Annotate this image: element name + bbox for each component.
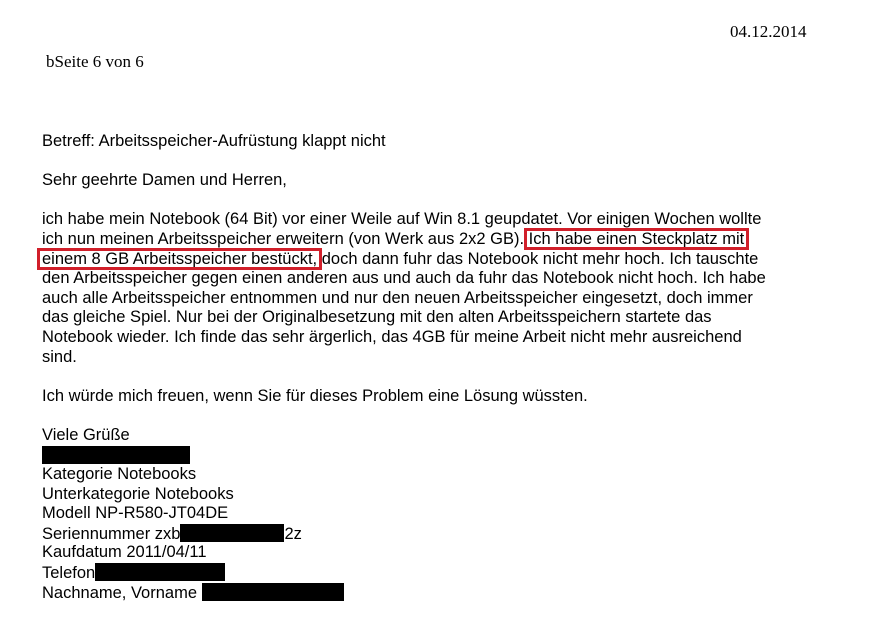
paragraph-line: Notebook wieder. Ich finde das sehr ärgerlich, das 4GB für meine Arbeit nicht mehr ausreichend: [42, 327, 742, 346]
closing: Viele Grüße: [42, 425, 130, 444]
paragraph-line: [42, 250, 832, 270]
serial-suffix: 2z: [284, 524, 302, 543]
redacted-signature: [42, 446, 190, 464]
letter-body: [42, 132, 832, 602]
paragraph-line: auch alle Arbeitsspeicher entnommen und nur den neuen Arbeitsspeicher eingesetzt, doch immer: [42, 288, 753, 307]
detail-category: Kategorie Notebooks: [42, 465, 197, 484]
name-label: Nachname, Vorname: [42, 583, 198, 602]
page-indicator: bSeite 6 von 6: [46, 52, 144, 71]
highlighted-text-part1: Ich habe einen Steckplatz mit: [528, 229, 745, 248]
paragraph-problem: [42, 210, 832, 367]
redacted-name: [202, 583, 344, 601]
serial-prefix: Seriennummer zxb: [42, 524, 181, 543]
highlighted-text-part2: einem 8 GB Arbeitsspeicher bestückt,: [42, 249, 318, 268]
paragraph-line: ich habe mein Notebook (64 Bit) vor einer Weile auf Win 8.1 geupdatet. Vor einigen Wochen wollte: [42, 210, 762, 229]
phone-label: Telefon: [42, 564, 96, 583]
paragraph-request: Ich würde mich freuen, wenn Sie für dieses Problem eine Lösung wüssten.: [42, 386, 588, 405]
detail-subcategory: Unterkategorie Notebooks: [42, 484, 234, 503]
paragraph-text: doch dann fuhr das Notebook nicht mehr hoch. Ich tauschte: [317, 249, 759, 268]
paragraph-text: ich nun meinen Arbeitsspeicher erweitern (von Werk aus 2x2 GB).: [42, 229, 529, 248]
paragraph-line: sind.: [42, 347, 77, 366]
detail-purchase-date: Kaufdatum 2011/04/11: [42, 543, 207, 562]
salutation: Sehr geehrte Damen und Herren,: [42, 171, 287, 190]
detail-model: Modell NP-R580-JT04DE: [42, 504, 229, 523]
redacted-serial: [180, 524, 284, 542]
detail-phone: [42, 563, 832, 583]
letter-date: 04.12.2014: [730, 22, 807, 41]
detail-serial: [42, 524, 832, 544]
paragraph-line: [42, 230, 832, 250]
subject-line: Betreff: Arbeitsspeicher-Aufrüstung klappt nicht: [42, 132, 386, 150]
redacted-phone: [95, 563, 225, 581]
paragraph-line: den Arbeitsspeicher gegen einen anderen aus und auch da fuhr das Notebook nicht hoch. Ich habe: [42, 269, 766, 288]
detail-name: [42, 583, 832, 603]
paragraph-line: das gleiche Spiel. Nur bei der Originalbesetzung mit den alten Arbeitsspeichern startete das: [42, 308, 712, 327]
signature-row: [42, 446, 832, 466]
